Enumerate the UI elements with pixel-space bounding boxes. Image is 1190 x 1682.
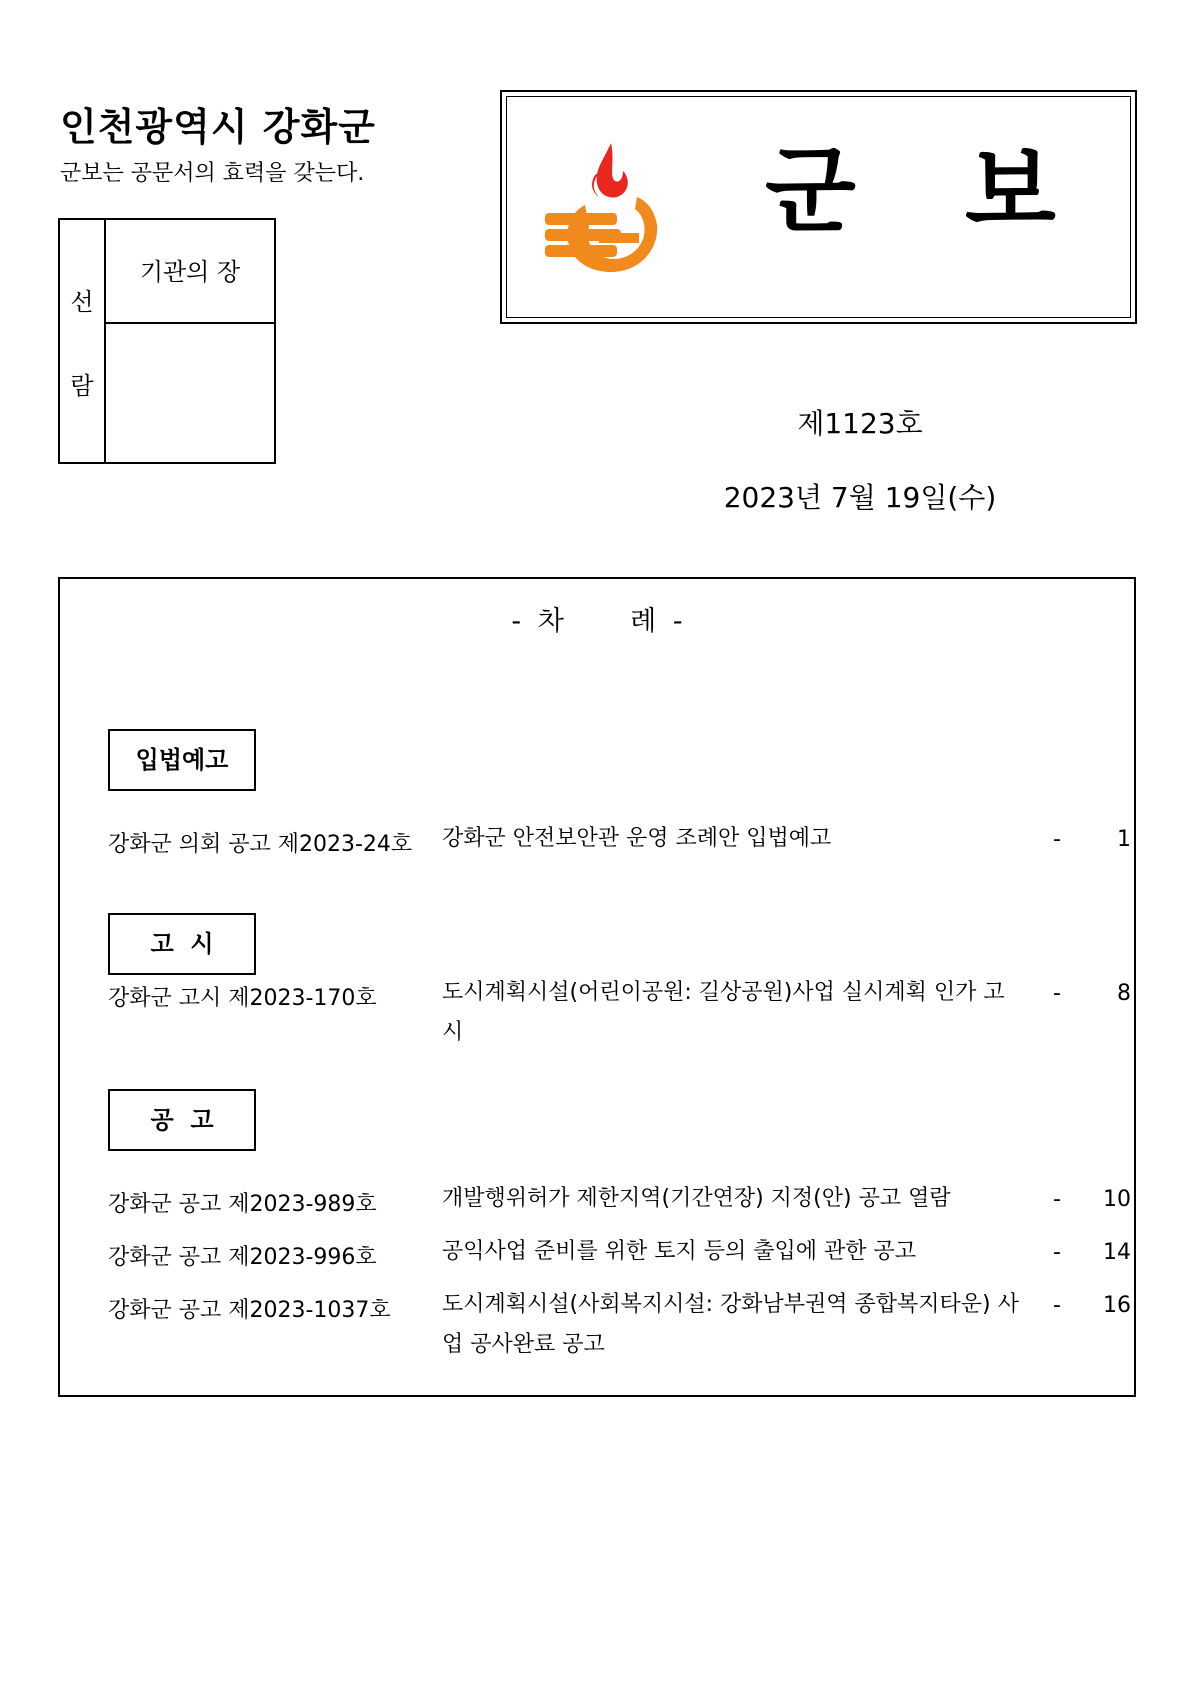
issue-number: 제1123호 — [797, 407, 923, 440]
entry-dash: - — [1053, 981, 1061, 1006]
masthead-title-char: 보 — [965, 137, 1056, 246]
masthead-title-char: 군 — [765, 137, 856, 246]
entry-source: 강화군 공고 제2023-1037호 — [108, 1298, 391, 1323]
toc-title: - 차 례 - — [511, 606, 683, 637]
entry-source: 강화군 고시 제2023-170호 — [108, 986, 377, 1011]
section-label-notification: 고 시 — [108, 913, 256, 975]
entry-source: 강화군 의회 공고 제2023-24호 — [108, 832, 413, 857]
entry-dash: - — [1053, 827, 1061, 852]
entry-description: 도시계획시설(사회복지시설: 강화남부권역 종합복지타운) 사업 공사완료 공고 — [442, 1292, 1019, 1357]
table-of-contents — [58, 577, 1136, 1397]
review-side-char: 선 — [70, 288, 94, 316]
entry-page: 10 — [1103, 1187, 1131, 1212]
review-head-label: 기관의 장 — [106, 220, 274, 324]
entry-page: 16 — [1103, 1293, 1131, 1318]
section-label-announcement: 공 고 — [108, 1089, 256, 1151]
review-stamp-box — [58, 218, 276, 464]
org-name: 인천광역시 강화군 — [60, 105, 376, 149]
entry-dash: - — [1053, 1293, 1061, 1318]
entry-page: 8 — [1117, 981, 1131, 1006]
entry-source: 강화군 공고 제2023-996호 — [108, 1245, 377, 1270]
review-side-column — [60, 220, 106, 462]
entry-page: 14 — [1103, 1240, 1131, 1265]
entry-dash: - — [1053, 1240, 1061, 1265]
entry-description: 개발행위허가 제한지역(기간연장) 지정(안) 공고 열람 — [442, 1186, 951, 1211]
review-side-char: 람 — [70, 372, 94, 400]
issue-date: 2023년 7월 19일(수) — [723, 481, 997, 514]
entry-dash: - — [1053, 1187, 1061, 1212]
entry-page: 1 — [1117, 827, 1131, 852]
org-subtitle: 군보는 공문서의 효력을 갖는다. — [60, 161, 365, 186]
gangwha-county-emblem-icon — [543, 139, 671, 275]
section-label-legislation: 입법예고 — [108, 729, 256, 791]
entry-description: 도시계획시설(어린이공원: 길상공원)사업 실시계획 인가 고시 — [442, 980, 1005, 1045]
entry-source: 강화군 공고 제2023-989호 — [108, 1192, 377, 1217]
entry-description: 공익사업 준비를 위한 토지 등의 출입에 관한 공고 — [442, 1239, 916, 1264]
masthead — [500, 90, 1137, 324]
entry-description: 강화군 안전보안관 운영 조례안 입법예고 — [442, 826, 832, 851]
